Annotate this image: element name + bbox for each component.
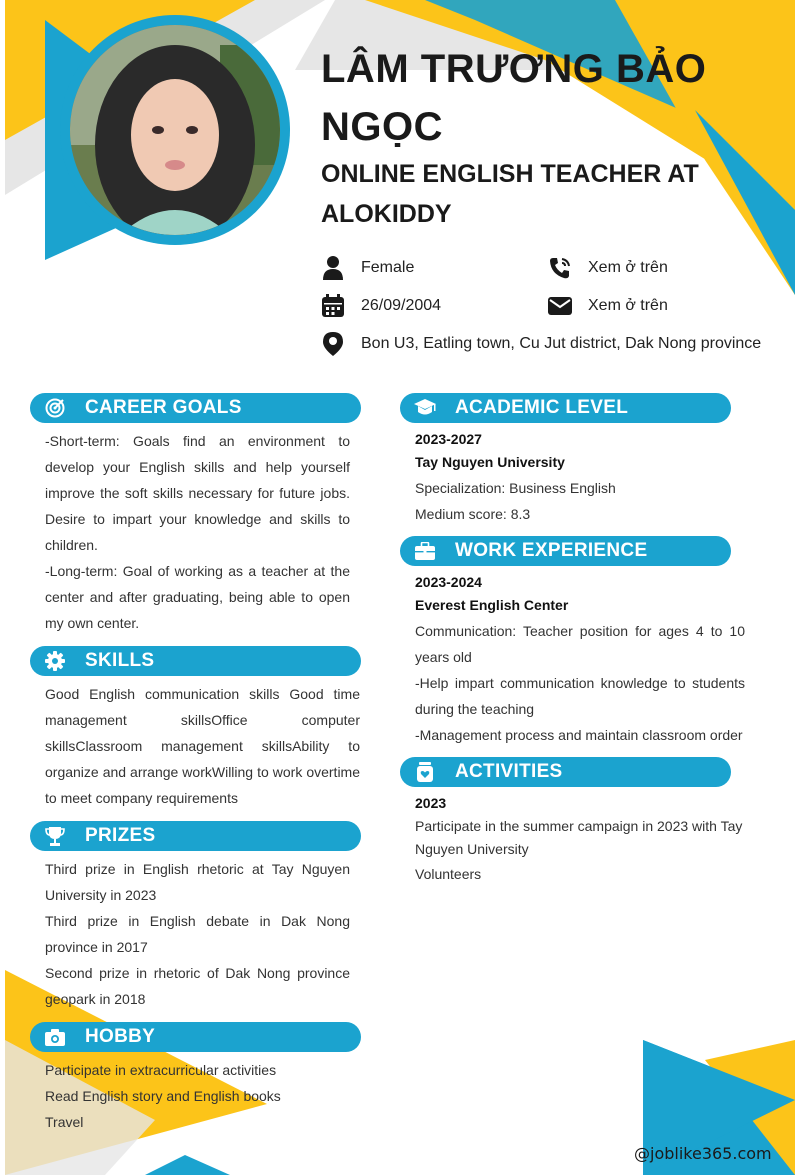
career-goal-long-term: -Long-term: Goal of working as a teacher at the center and after graduating, being able to open my own center. [45,563,350,631]
work-company: Everest English Center [415,597,569,613]
envelope-icon [548,294,572,318]
profile-photo [70,25,280,235]
hobby-item: Participate in extracurricular activities [45,1062,277,1078]
hobby-item: Read English story and English books [45,1088,281,1104]
work-line: -Help impart communication knowledge to students during the teaching [415,675,745,717]
prize-item: Third prize in English rhetoric at Tay Nguyen University in 2023 [45,861,350,903]
academic-entry [415,429,745,527]
email-info [548,294,668,318]
hobby-title: HOBBY [85,1026,156,1047]
activities-header [400,757,731,787]
skills-header [30,646,361,676]
activities-line: Participate in the summer campaign in 2023 with Tay Nguyen University [415,818,743,857]
cv-page [5,0,795,1175]
candidate-name: LÂM TRƯƠNG BẢO NGỌC [321,47,707,149]
prizes-title: PRIZES [85,825,156,846]
skills-body [45,681,360,811]
phone-value: Xem ở trên [588,259,668,276]
work-experience-header [400,536,731,566]
avatar [70,25,280,235]
calendar-icon [321,294,345,318]
location-pin-icon [321,332,345,356]
watermark: @joblike365.com [634,1144,772,1163]
hobby-header [30,1022,361,1052]
birthdate-info [321,294,441,318]
career-goals-body [45,428,350,636]
camera-icon [44,1026,66,1048]
activities-entry [415,793,745,887]
academic-score: Medium score: 8.3 [415,506,531,522]
work-experience-title: WORK EXPERIENCE [455,540,648,561]
activities-year: 2023 [415,795,447,811]
work-line: Communication: Teacher position for ages 4 to 10 years old [415,623,745,665]
address-value: Bon U3, Eatling town, Cu Jut district, Dak Nong province [361,335,762,352]
address-info [321,332,761,356]
work-line: -Management process and maintain classroom order [415,727,743,743]
briefcase-icon [414,540,436,562]
academic-school: Tay Nguyen University [415,454,565,470]
phone-info [548,256,668,280]
activities-title: ACTIVITIES [455,761,563,782]
prizes-body [45,856,350,1012]
prizes-header [30,821,361,851]
gear-icon [44,650,66,672]
skills-text: Good English communication skills Good time management skillsOffice computer skillsClassroom management skillsAbility to organize and arrange workWilling to work overtime to meet company requirements [45,686,360,806]
phone-icon [548,256,572,280]
hobby-item: Travel [45,1114,84,1130]
job-title: ONLINE ENGLISH TEACHER AT ALOKIDDY [321,160,699,228]
gender-info [321,256,414,280]
career-goals-title: CAREER GOALS [85,397,242,418]
academic-title: ACADEMIC LEVEL [455,397,629,418]
birthdate-value: 26/09/2004 [361,297,442,314]
academic-header [400,393,731,423]
career-goal-short-term: -Short-term: Goals find an environment to develop your English skills and help yourself improve the soft skills necessary for future jobs. Desire to impart your knowledge and skills to children. [45,433,350,553]
graduation-cap-icon [414,397,436,419]
skills-title: SKILLS [85,650,155,671]
gender-value: Female [361,259,415,276]
trophy-icon [44,825,66,847]
target-icon [44,397,66,419]
user-icon [321,256,345,280]
career-goals-header [30,393,361,423]
academic-years: 2023-2027 [415,431,482,447]
heart-jar-icon [414,761,436,783]
hobby-body [45,1057,350,1135]
activities-line: Volunteers [415,866,482,882]
prize-item: Third prize in English debate in Dak Nong province in 2017 [45,913,350,955]
academic-specialization: Specialization: Business English [415,480,616,496]
prize-item: Second prize in rhetoric of Dak Nong province geopark in 2018 [45,965,350,1007]
email-value: Xem ở trên [588,297,668,314]
work-years: 2023-2024 [415,574,482,590]
work-entry [415,572,745,748]
